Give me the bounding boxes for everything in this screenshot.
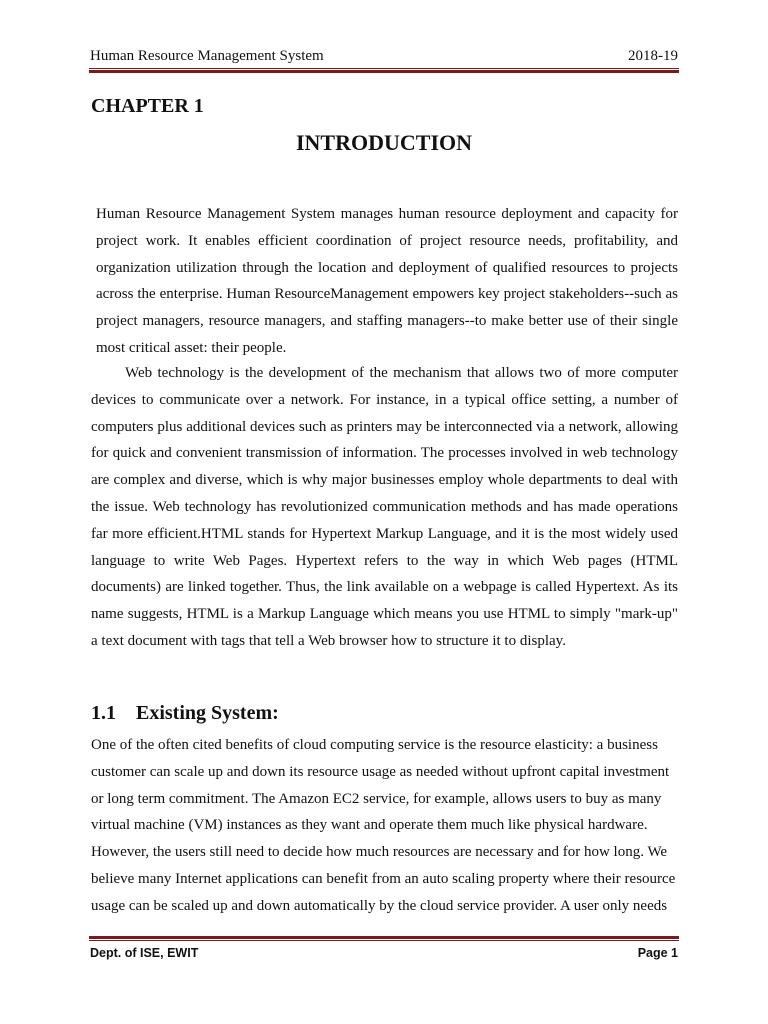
chapter-title: INTRODUCTION <box>295 130 473 155</box>
existing-system-paragraph: One of the often cited benefits of cloud computing service is the resource elasticity: a business customer can scale up and down its resource usage as needed without upfront capital investment or long term commitment. The Amazon EC2 service, for example, allows users to buy as many virtual machine (VM) instances as they want and operate them much like physical hardware. However, the users still need to decide how much resources are necessary and for how long. We believe many Internet applications can benefit from an auto scaling property where their resource usage can be scaled up and down automatically by the cloud service provider. A user only needs <box>91 737 676 914</box>
chapter-label: CHAPTER 1 <box>91 95 204 117</box>
web-technology-paragraph: Web technology is the development of the mechanism that allows two of more computer devices to communicate over a network. For instance, in a typical office setting, a number of computers plus additional devices such as printers may be interconnected via a network, allowing for quick and convenient transmission of information. The processes involved in web technology are complex and diverse, which is why major businesses employ whole departments to deal with the issue. Web technology has revolutionized communication methods and has made operations far more efficient.HTML stands for Hypertext Markup Language, and it is the most widely used language to write Web Pages. Hypertext refers to the way in which Web pages (HTML documents) are linked together. Thus, the link available on a webpage is called Hypertext. As its name suggests, HTML is a Markup Language which means you use HTML to simply "mark-up" a text document with tags that tell a Web browser how to structure it to display. <box>91 365 678 649</box>
section-title: Existing System: <box>136 702 279 724</box>
intro-paragraph: Human Resource Management System manages human resource deployment and capacity for project work. It enables efficient coordination of project resource needs, profitability, and organization utilization through the location and deployment of qualified resources to projects across the enterprise. Human ResourceManagement empowers key project stakeholders--such as project managers, resource managers, and staffing managers--to make better use of their single most critical asset: their people. <box>96 206 678 356</box>
footer-page-number: Page 1 <box>637 946 678 960</box>
section-heading <box>91 700 279 726</box>
section-number: 1.1 <box>91 702 116 724</box>
header-rule <box>89 68 679 73</box>
footer-rule <box>89 936 679 941</box>
footer-department: Dept. of ISE, EWIT <box>90 946 199 960</box>
header-year: 2018-19 <box>628 48 678 64</box>
header-title: Human Resource Management System <box>90 48 324 64</box>
